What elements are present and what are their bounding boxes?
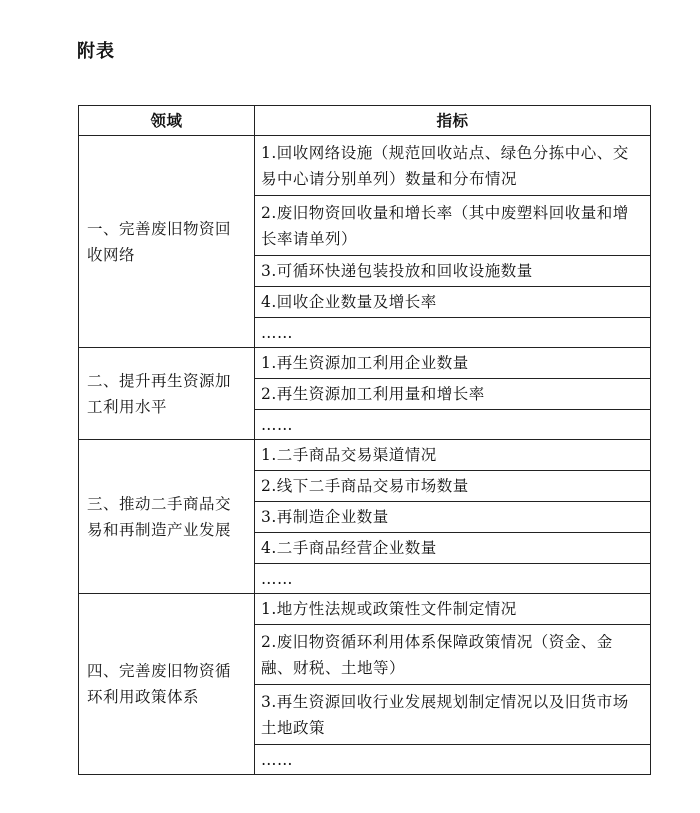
domain-cell: 三、推动二手商品交易和再制造产业发展: [79, 440, 255, 594]
table-row: [79, 594, 651, 625]
domain-cell: 一、完善废旧物资回收网络: [79, 136, 255, 348]
indicator-cell: 2.废旧物资回收量和增长率（其中废塑料回收量和增长率请单列）: [255, 196, 651, 256]
indicator-cell: 2.废旧物资循环利用体系保障政策情况（资金、金融、财税、土地等）: [255, 625, 651, 685]
domain-cell: 二、提升再生资源加工利用水平: [79, 348, 255, 440]
appendix-title: 附表: [77, 41, 115, 62]
table-row: [79, 136, 651, 196]
domain-cell: 四、完善废旧物资循环利用政策体系: [79, 594, 255, 775]
indicator-cell: 3.可循环快递包装投放和回收设施数量: [255, 256, 651, 287]
indicator-cell: 3.再生资源回收行业发展规划制定情况以及旧货市场土地政策: [255, 685, 651, 745]
indicator-cell: 4.二手商品经营企业数量: [255, 533, 651, 564]
table-row: [79, 440, 651, 471]
table-header-row: [79, 106, 651, 136]
ellipsis-cell: ……: [255, 410, 651, 440]
indicator-table: [78, 105, 651, 775]
indicator-cell: 1.回收网络设施（规范回收站点、绿色分拣中心、交易中心请分别单列）数量和分布情况: [255, 136, 651, 196]
indicator-cell: 1.再生资源加工利用企业数量: [255, 348, 651, 379]
indicator-cell: 3.再制造企业数量: [255, 502, 651, 533]
ellipsis-cell: ……: [255, 745, 651, 775]
indicator-cell: 1.二手商品交易渠道情况: [255, 440, 651, 471]
indicator-cell: 4.回收企业数量及增长率: [255, 287, 651, 318]
indicator-cell: 2.线下二手商品交易市场数量: [255, 471, 651, 502]
ellipsis-cell: ……: [255, 318, 651, 348]
indicator-cell: 2.再生资源加工利用量和增长率: [255, 379, 651, 410]
header-indicator: 指标: [255, 106, 651, 136]
ellipsis-cell: ……: [255, 564, 651, 594]
header-domain: 领域: [79, 106, 255, 136]
indicator-cell: 1.地方性法规或政策性文件制定情况: [255, 594, 651, 625]
table-row: [79, 348, 651, 379]
